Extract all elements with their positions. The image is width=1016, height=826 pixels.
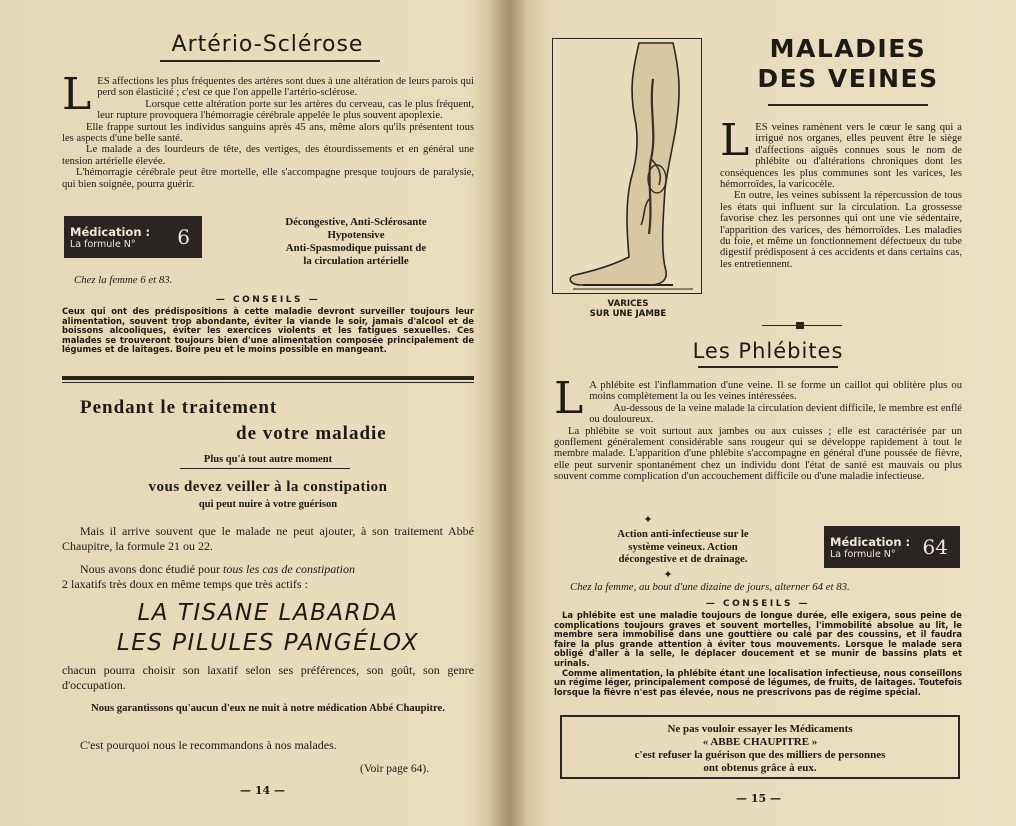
chez-la-femme-note: Chez la femme 6 et 83.	[74, 274, 173, 286]
voir-page-ref: (Voir page 64).	[360, 763, 430, 775]
mais-paragraph: Mais il arrive souvent que le malade ne peut ajouter, à son traitement Abbé Chaupitre, la formule 21 ou 22.	[62, 524, 474, 553]
illustration-caption	[568, 299, 688, 319]
veines-para2: En outre, les veines subissent la répercussion de tous les états qui influent sur la circulation. La grossesse favorise chez les personnes qui ont une vie sédentaire, l'apparition des varices, des hémorroïdes. Les maladies du foie, et même un fonctionnement défectueux du tube digestif prédisposent à ces accidents et dans certains cas, les entretiennent.	[720, 190, 962, 270]
formule-label: La formule N°	[830, 548, 896, 560]
arterio-sclerose-title: Artério-Sclérose	[171, 32, 364, 57]
formule-label: La formule N°	[70, 238, 136, 250]
conseils-text: Ceux qui ont des prédispositions à cette maladie devront surveiller toujours leur alimentation, souvent trop abondante, éviter la viande le soir, jamais d'alcool et de boissons alcooliques, éviter les exercices violents et les fatigues sexuelles. Ces malades se trouveront toujours bien d'une alimentation composée principalement de légumes et de laitages. Boire peu et le moins possible en mangeant.	[62, 306, 474, 355]
conseils-text-2: Comme alimentation, la phlébite étant une localisation infectieuse, nous conseillons un régime léger, principalement composé de légumes, de fruits, de laitages. Toutefois lorsque la fièvre n'est pas élevée, nous ne prescrivons pas de régime spécial.	[554, 667, 962, 697]
conseils-text-1: La phlébite est une maladie toujours de longue durée, elle exigera, sous peine de complications toujours graves et souvent mortelles, l'immobilité absolue au lit, le membre sera immobilisé dans une gouttière ou calé par des coussins, et il faudra faire la plus grande attention à éviter tous mouvements. Lorsque le malade sera obligé d'aller à la selle, le déplacer doucement et se munir de bassins plats et urinals.	[554, 610, 962, 668]
guerison-subheading: qui peut nuire à votre guérison	[198, 499, 338, 510]
chez-la-femme-note: Chez la femme, au bout d'une dizaine de jours, alterner 64 et 83.	[570, 581, 850, 593]
med-desc-line: Hypotensive	[327, 229, 385, 241]
phleb-para3: La phlébite se voit surtout aux jambes ou aux cuisses ; elle est caractérisée par un gonflement généralement considérable sans rougeur qui se développe rapidement à tout le membre malade. L'apparition d'une phlébite s'accompagne en général d'une poussée de fièvre, elle peut survenir spontanément chez un individu dont l'état de santé est mauvais ou plus souvent comme complication d'un accouchement difficile ou d'une maladie infectieuse.	[554, 425, 962, 483]
phlebites-underline	[698, 366, 838, 368]
section-divider	[62, 376, 474, 380]
nous-avons-text: Nous avons donc étudié pour	[80, 562, 220, 576]
leg-drawing	[553, 39, 700, 292]
medication-box-6	[64, 216, 202, 258]
box-line-2: « ABBE CHAUPITRE »	[702, 736, 818, 748]
med-desc-line: décongestive et de drainage.	[618, 553, 748, 565]
nous-avons-text-end: 2 laxatifs très doux en même temps que très actifs :	[62, 576, 308, 591]
med-desc-line: Décongestive, Anti-Sclérosante	[285, 216, 427, 228]
title-line-1: MALADIES	[769, 34, 927, 63]
chacun-paragraph: chacun pourra choisir son laxatif selon ses préférences, son goût, son genre d'occupation.	[62, 663, 474, 692]
ornament-star: ✦	[643, 514, 653, 526]
arterio-para2: Lorsque cette altération porte sur les artères du cerveau, cas le plus fréquent, leur rupture provoquera l'hémorragie cérébrale appelée le plus souvent apoplexie.	[97, 98, 474, 122]
veines-intro	[720, 115, 962, 270]
nous-avons-italic: tous les cas de constipation	[222, 562, 355, 576]
subheading-rule	[180, 468, 350, 469]
medication-label: Médication :	[70, 224, 151, 239]
page-number-right: — 15 —	[736, 792, 781, 805]
veines-para1: ES veines ramènent vers le cœur le sang qui a irrigué nos organes, elles peuvent être le siège d'affections aiguës connues sous le nom de phlébite ou d'altérations chroniques dont les conséquences les plus communes sont les varices, les hémorroïdes, la varicocèle.	[720, 122, 962, 191]
caption-line-2: SUR UNE JAMBE	[589, 309, 667, 319]
title-underline	[160, 60, 380, 62]
constipation-heading: vous devez veiller à la constipation	[148, 479, 388, 495]
medication-description	[236, 216, 476, 268]
phleb-med-description	[568, 528, 798, 566]
conseils-block	[554, 611, 962, 697]
medication-box-64	[824, 526, 960, 568]
box-line-1: Ne pas vouloir essayer les Médicaments	[667, 723, 853, 735]
abbe-chaupitre-box	[560, 715, 960, 779]
phlebites-title: Les Phlébites	[692, 339, 844, 363]
title-underline	[768, 104, 928, 106]
pendant-heading-line1: Pendant le traitement	[80, 397, 278, 418]
arterio-para5: L'hémorragie cérébrale peut être mortelle, elle s'accompagne presque toujours de paralysie, qui bien soignée, pourra guérir.	[62, 167, 474, 190]
med-desc-line: système veineux. Action	[628, 540, 738, 553]
varices-illustration	[552, 38, 702, 294]
phleb-para2: Au-dessous de la veine malade la circulation devient difficile, le membre est enflé ou douloureux.	[589, 402, 962, 426]
conseils-heading: — CONSEILS —	[705, 599, 811, 609]
dropcap-l: L	[720, 115, 750, 166]
formule-number: 6	[177, 225, 190, 249]
nous-avons-paragraph	[62, 562, 474, 591]
medication-label: Médication :	[830, 534, 911, 549]
med-desc-line: Action anti-infectieuse sur le	[617, 528, 749, 540]
phleb-para1: A phlébite est l'inflammation d'une veine. Il se forme un caillot qui oblitère plus ou moins complètement la ou les veines intéressées.	[589, 380, 962, 403]
cest-pourquoi-line: C'est pourquoi nous le recommandons à nos malades.	[80, 738, 337, 752]
caption-line-1: VARICES	[607, 299, 649, 309]
arterio-para4: Le malade a des lourdeurs de tête, des vertiges, des étourdissements et en général une tension artérielle élevée.	[62, 144, 474, 167]
conseils-heading: — CONSEILS —	[215, 295, 321, 305]
box-line-4: ont obtenus grâce à eux.	[703, 762, 817, 774]
section-divider-thin	[62, 382, 474, 383]
ornament-star: ✦	[663, 569, 673, 581]
arterio-intro	[62, 69, 474, 190]
pendant-heading-line2: de votre maladie	[236, 423, 387, 444]
plus-qu-subheading: Plus qu'à tout autre moment	[203, 454, 333, 465]
phlebites-body	[554, 373, 962, 483]
med-desc-line: la circulation artérielle	[303, 255, 409, 267]
page-number-left: — 14 —	[240, 784, 285, 797]
product-tisane-labarda: LA TISANE LABARDA	[137, 600, 399, 626]
dropcap-l: L	[554, 373, 584, 424]
right-page	[508, 0, 1016, 826]
product-pilules-pangelox: LES PILULES PANGÉLOX	[116, 630, 420, 656]
garantie-paragraph: Nous garantissons qu'aucun d'eux ne nuit à notre médication Abbé Chaupitre.	[91, 703, 445, 714]
title-line-2: DES VEINES	[757, 64, 939, 93]
maladies-des-veines-title	[718, 34, 978, 94]
ornament-block	[796, 322, 804, 329]
arterio-para1: ES affections les plus fréquentes des artères sont dues à une altération de leurs parois qui perd son élasticité ; c'est ce que l'on appelle l'artério-sclérose.	[97, 76, 474, 99]
formule-number: 64	[922, 535, 948, 559]
box-line-3: c'est refuser la guérison que des milliers de personnes	[634, 749, 886, 761]
arterio-para3: Elle frappe surtout les individus sanguins après 45 ans, même alors qu'ils présentent tous les aspects d'une belle santé.	[62, 121, 474, 145]
med-desc-line: Anti-Spasmodique puissant de	[285, 242, 427, 254]
dropcap-l: L	[62, 69, 92, 120]
